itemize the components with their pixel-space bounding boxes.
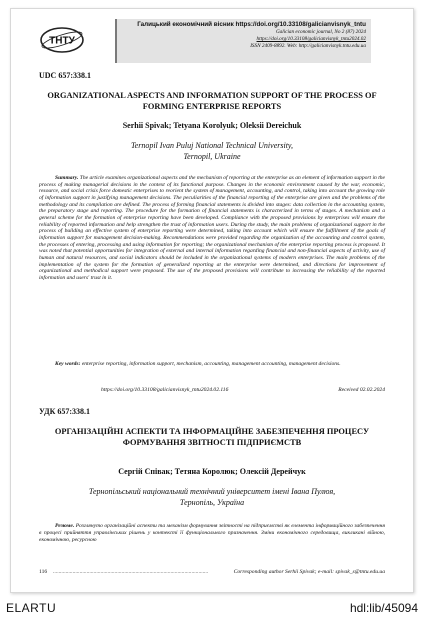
received-date: Received 02.02.2024	[338, 387, 385, 393]
summary-en	[39, 175, 385, 282]
page-number: 116	[39, 569, 48, 575]
title-en: ORGANIZATIONAL ASPECTS AND INFORMATION SUPPORT OF THE PROCESS OF FORMING ENTERPRISE REPORTS	[47, 91, 377, 111]
authors-ua: Сергій Співак; Тетяна Королюк; Олексій Дерейчук	[118, 467, 306, 476]
journal-doi-link[interactable]: https://doi.org/10.33108/galicianvisnyk_tntu2024.02	[256, 36, 366, 42]
footer-dots: ...............................................................................................................	[53, 569, 209, 575]
summary-en-label: Summary.	[55, 175, 79, 181]
journal-issue: Galician economic journal, No 2 (87) 2024	[275, 29, 366, 35]
title-ua: ОРГАНІЗАЦІЙНІ АСПЕКТИ ТА ІНФОРМАЦІЙНЕ ЗАБЕЗПЕЧЕННЯ ПРОЦЕСУ ФОРМУВАННЯ ЗВІТНОСТІ ПІДПРИЄМСТВ	[54, 427, 370, 447]
handle-id[interactable]: hdl:lib/45094	[349, 601, 418, 615]
udc-en: UDC 657:338.1	[39, 71, 91, 80]
keywords-en-label: Key words:	[55, 361, 81, 367]
logo-text: ТНТУ	[49, 35, 75, 47]
summary-ua	[39, 523, 385, 544]
affiliation-ua	[31, 487, 393, 508]
journal-issn: ISSN 2409-8892. Web: http://galicianvisnyk.tntu.edu.ua	[250, 43, 366, 49]
authors-en: Serhii Spivak; Tetyana Korolyuk; Oleksii Dereichuk	[122, 121, 302, 130]
affiliation-en-line1: Ternopil Ivan Puluj National Technical University,	[130, 141, 294, 150]
affiliation-en	[31, 141, 393, 162]
affiliation-en-line2: Ternopil, Ukraine	[183, 151, 241, 161]
udc-ua: УДК 657:338.1	[39, 407, 91, 416]
repository-name[interactable]: ELARTU	[6, 601, 57, 615]
tntu-logo-icon	[39, 25, 85, 55]
article-doi-link[interactable]: https://doi.org/10.33108/galicianvisnyk_tntu2024.02.116	[101, 387, 229, 393]
keywords-en	[39, 361, 385, 368]
summary-ua-text: Розглянуто організаційні аспекти та механізм формування звітності на підприємстві як елемента інформаційного забезпечення в процесі прийняття управлінських рішень у контексті її функціонального призначення. Зміни економічного середовища, викликані війною, економічною, ресурсною	[39, 523, 385, 543]
summary-ua-label: Резюме.	[55, 523, 75, 529]
journal-name: Галицький економічний вісник https://doi.org/10.33108/galicianvisnyk_tntu	[137, 21, 366, 28]
journal-header	[39, 19, 369, 63]
document-page	[10, 8, 414, 593]
corresponding-author: Corresponding author Serhii Spivak; e-mail: spivak_s@tntu.edu.ua	[233, 569, 385, 575]
keywords-en-text: enterprise reporting, information support, mechanism, accounting, management accounting, management decisions.	[81, 361, 341, 367]
viewer-bottom-bar	[0, 598, 424, 620]
affiliation-ua-line2: Тернопіль, Україна	[179, 497, 245, 507]
journal-info-box	[115, 19, 371, 63]
affiliation-ua-line1: Тернопільський національний технічний університет імені Івана Пулюя,	[88, 487, 336, 496]
summary-en-text: The article examines organizational aspects and the mechanism of reporting at the enterprise as an element of information support in the process of making managerial decisions in the context of its functional purpose. Changes in the economic environment caused by the war, economic, resource, and social crisis force domestic enterprises to reorient the system of management, accounting, and control, taking into account the growing role of information support in justifying management decisions. The peculiarities of the financial reporting of the enterprise are given and the problems of the methodology and its compilation are defined. The process of forming financial statements is divided into stages: data collection in the accounting system, the preparatory stage and reporting. The procedure for the formation of financial statements is characterized in terms of stages. A mechanism and a general scheme for the formation of enterprise reporting have been developed. Compliance with the proposed provisions by enterprises will ensure the reliability of reported information and help strengthen the trust of information users. During the study, the main problems of organizational support in the process of building an effective system of enterprise reporting were determined, taking into account which will ensure the fulfillment of the goals of information support for management decision-making. Recommendations were provided regarding the organization of the accounting and control system, the processes of entering, processing and using information for reporting; the organizational mechanism of the enterprise reporting process is proposed. It was noted that potential opportunities for integration of external and internal information regarding financial and non-financial aspects of activity, use of human and natural resources, and social indicators should be included in the organizational systems of modern enterprises. The main problems of the implementation of the system for the formation of generalized reporting at the enterprise were determined, and directions for improvement of organizational and methodical support were proposed. The use of the proposed provisions will contribute to increasing the reliability of the reported information and users' trust in it.	[39, 175, 385, 281]
